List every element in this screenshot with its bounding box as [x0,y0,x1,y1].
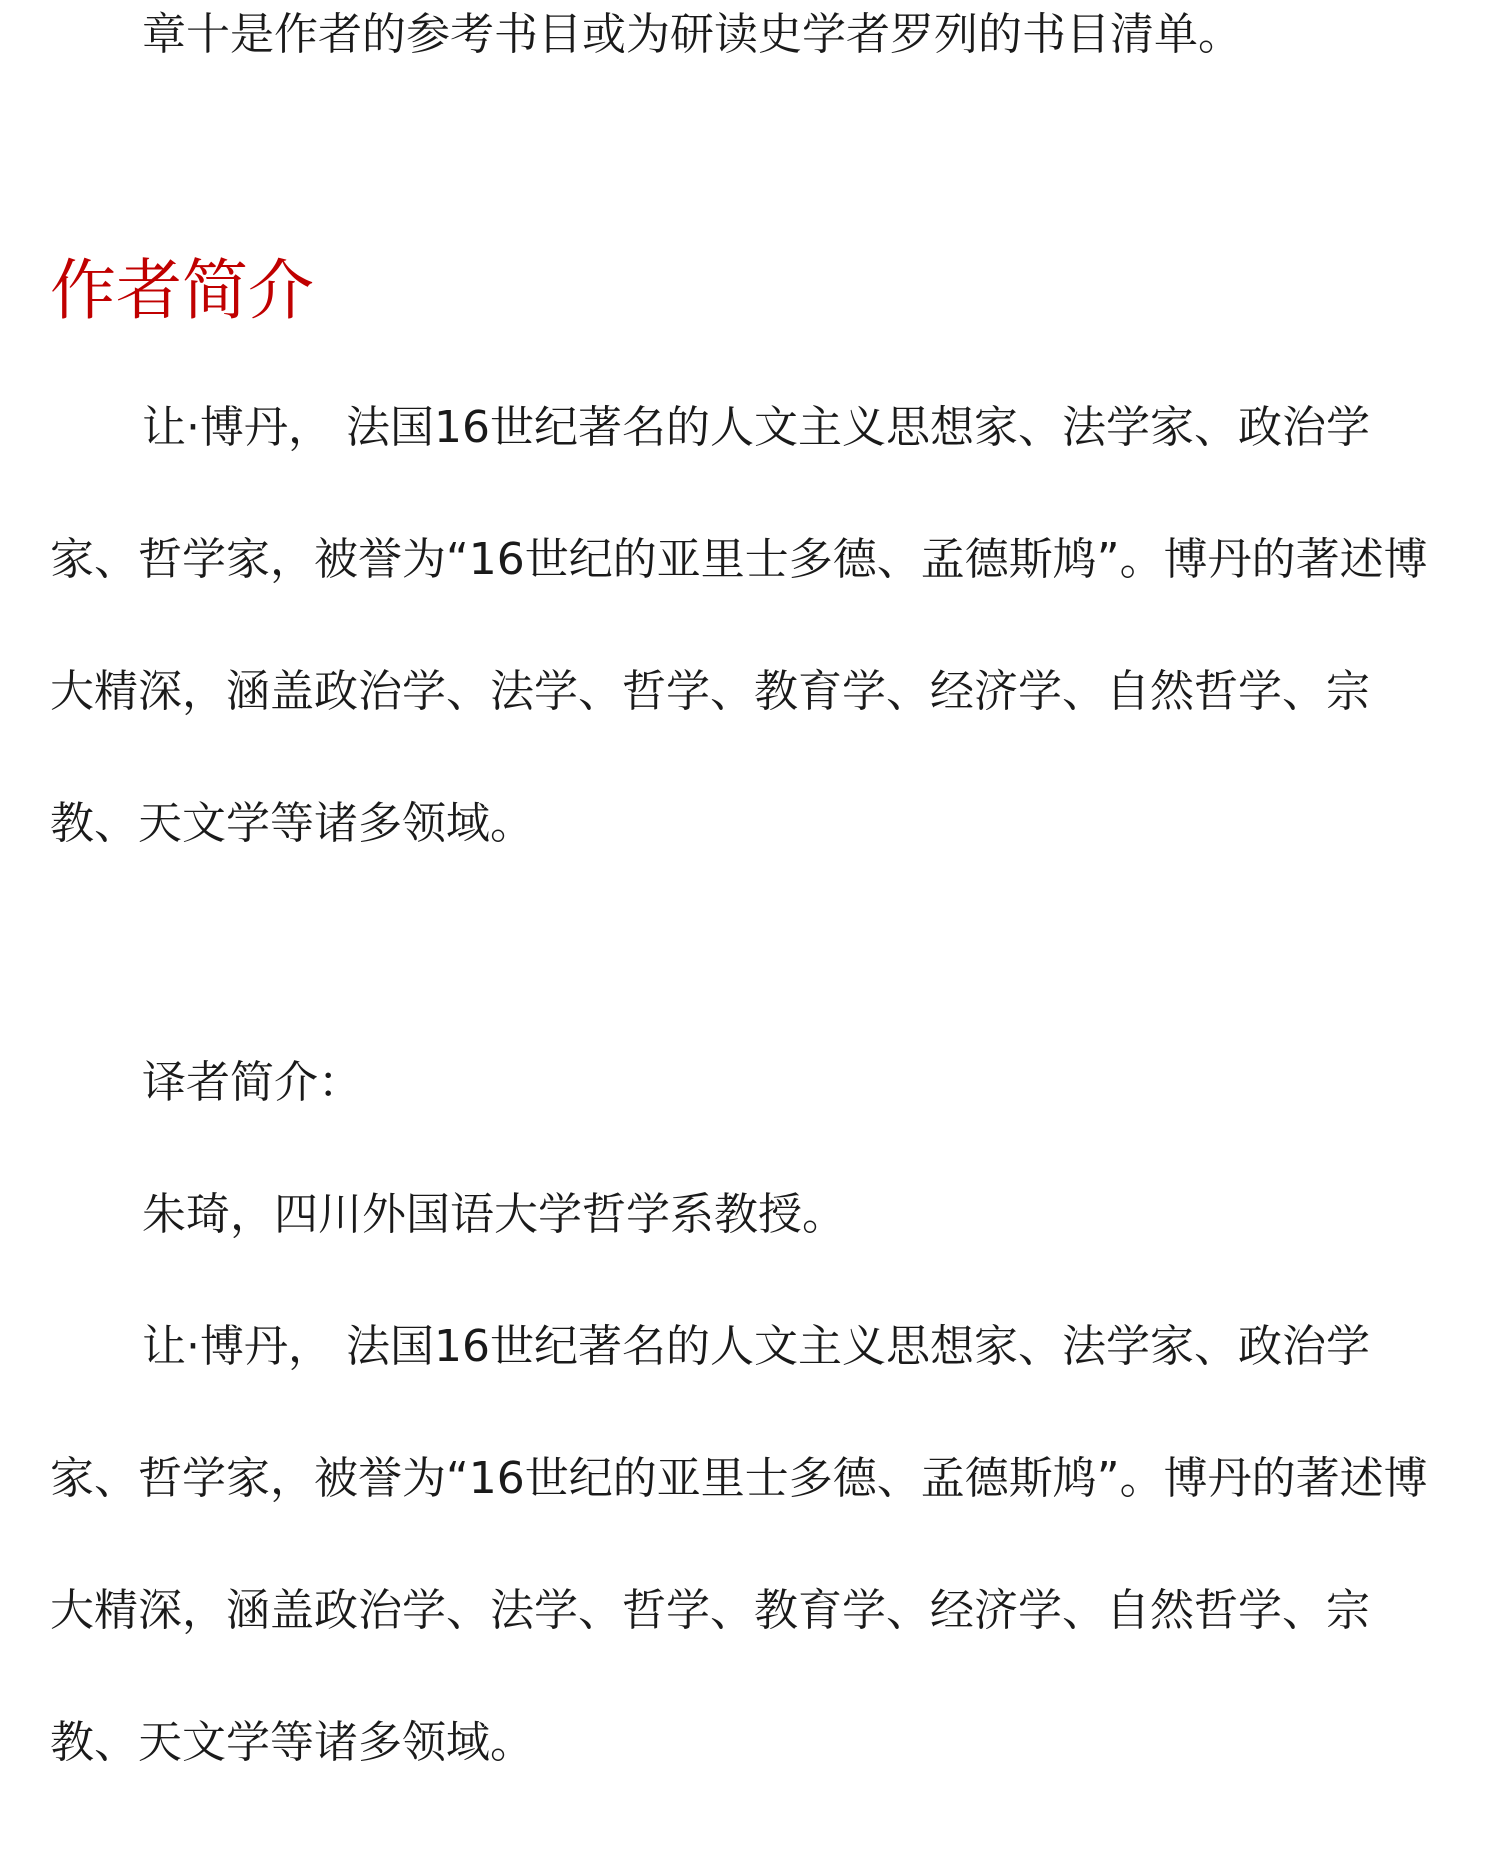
author-bio-paragraph: 让·博丹， 法国16世纪著名的人文主义思想家、法学家、政治学家、哲学家，被誉为“16世纪的亚里士多德、孟德斯鸠”。博丹的著述博大精深，涵盖政治学、法学、哲学、教育学、经济学、自然哲学、宗教、天文学等诸多领域。 [50,402,1428,849]
translator-bio-paragraph: 让·博丹， 法国16世纪著名的人文主义思想家、法学家、政治学家、哲学家，被誉为“16世纪的亚里士多德、孟德斯鸠”。博丹的著述博大精深，涵盖政治学、法学、哲学、教育学、经济学、自然哲学、宗教、天文学等诸多领域。 [50,1321,1428,1768]
translator-name-paragraph: 朱琦，四川外国语大学哲学系教授。 [142,1189,846,1240]
author-section-heading: 作者简介 [50,252,314,329]
translator-section-heading: 译者简介： [142,1057,362,1108]
intro-closing-paragraph: 章十是作者的参考书目或为研读史学者罗列的书目清单。 [142,9,1242,60]
